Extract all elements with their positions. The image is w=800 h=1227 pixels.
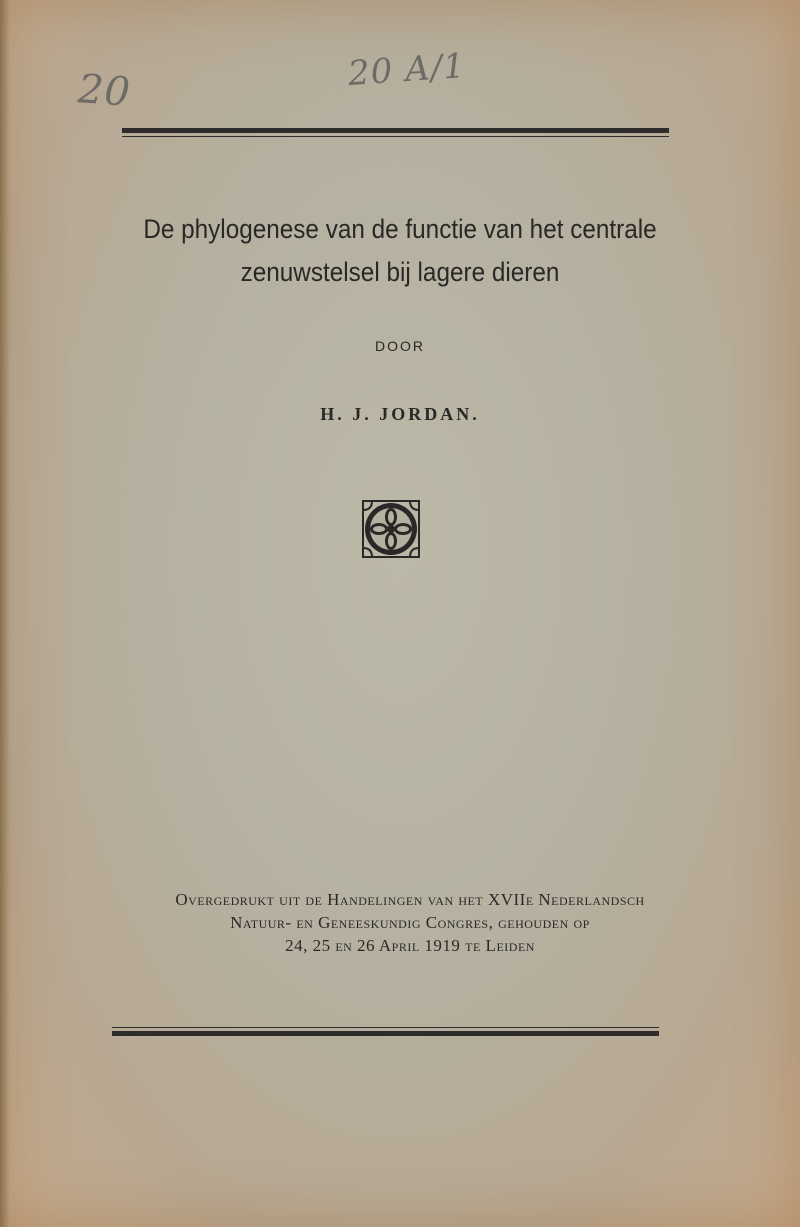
handwritten-note-left: 20	[76, 66, 133, 116]
page-edge	[0, 0, 10, 1227]
bottom-double-rule	[112, 1027, 659, 1036]
imprint-line-2: Natuur- en Geneeskundig Congres, gehouden op	[230, 913, 590, 932]
title-line-2: zenuwstelsel bij lagere dieren	[240, 257, 560, 287]
byline-door: DOOR	[375, 338, 425, 354]
title-line-1: De phylogenese van de functie van het centrale	[143, 214, 657, 244]
top-double-rule	[122, 128, 669, 137]
imprint-line-3: 24, 25 en 26 April 1919 te Leiden	[285, 936, 535, 955]
document-title	[130, 208, 670, 294]
imprint-note	[80, 888, 740, 957]
author-name: H. J. JORDAN.	[320, 404, 480, 424]
handwritten-note-right: 20 A/1	[346, 45, 467, 95]
imprint-line-1: Overgedrukt uit de Handelingen van het XVIIe Nederlandsch	[175, 890, 645, 909]
quatrefoil-ornament-icon	[360, 498, 422, 560]
